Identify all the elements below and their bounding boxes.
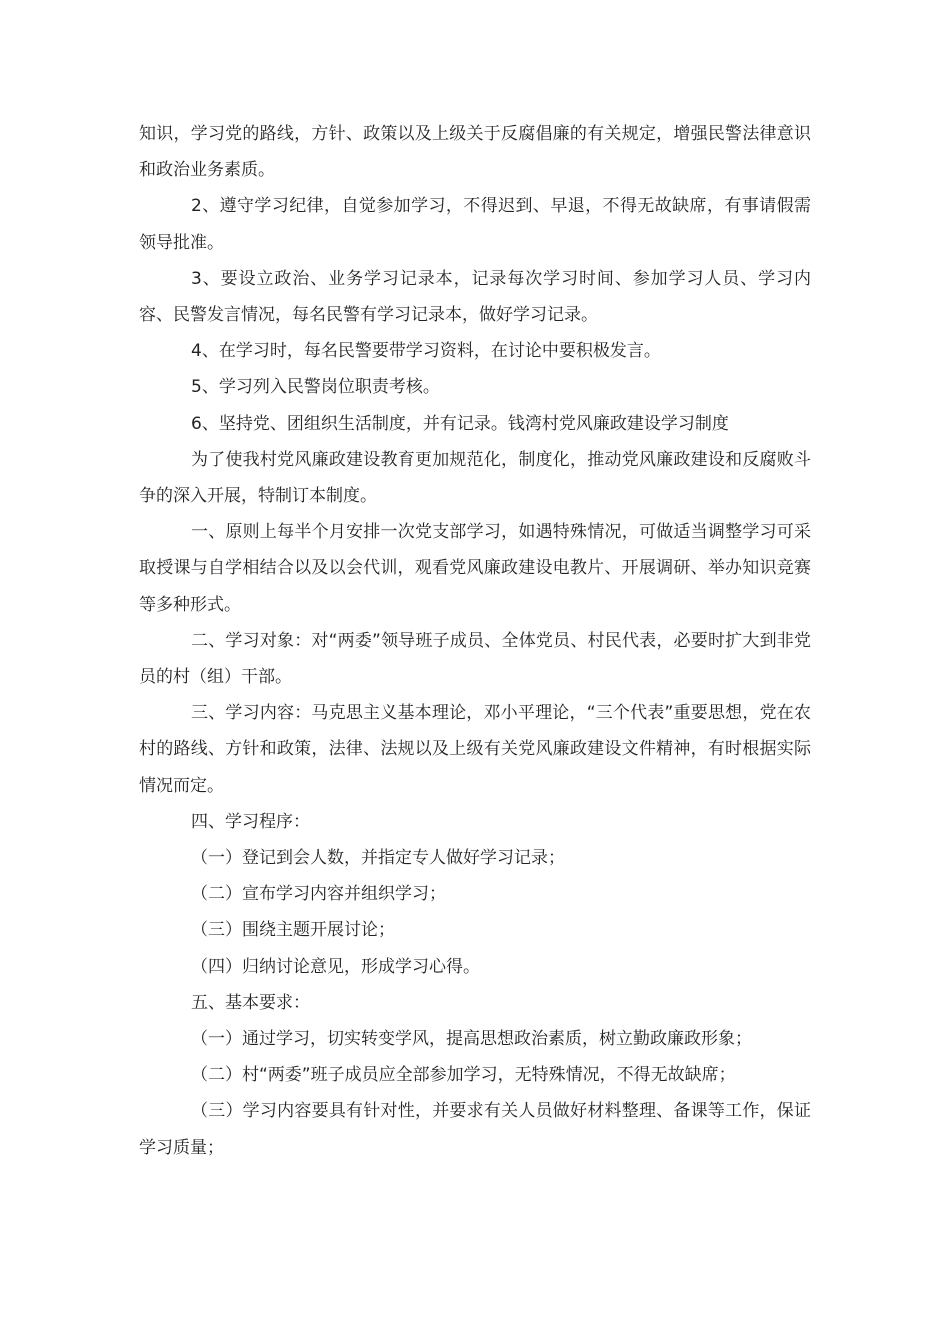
paragraph: 5、学习列入民警岗位职责考核。 [191,377,440,398]
paragraph: 为了使我村党风廉政建设教育更加规范化，制度化，推动党风廉政建设和反腐败斗争的深入开展，特制订本制度。 [139,449,811,507]
paragraph: 五、基本要求： [191,992,310,1013]
paragraph: 知识，学习党的路线，方针、政策以及上级关于反腐倡廉的有关规定，增强民警法律意识和政治业务素质。 [139,124,811,181]
document-body [139,116,811,1166]
paragraph: 6、坚持党、团组织生活制度，并有记录。钱湾村党风廉政建设学习制度 [191,413,729,434]
paragraph: （一）通过学习，切实转变学风，提高思想政治素质，树立勤政廉政形象； [191,1029,752,1050]
paragraph: 二、学习对象：对“两委”领导班子成员、全体党员、村民代表，必要时扩大到非党员的村（组）干部。 [139,630,811,688]
paragraph: 4、在学习时，每名民警要带学习资料，在讨论中要积极发言。 [191,341,661,362]
paragraph: 一、原则上每半个月安排一次党支部学习，如遇特殊情况，可做适当调整学习可采取授课与自学相结合以及以会代训，观看党风廉政建设电教片、开展调研、举办知识竞赛等多种形式。 [139,522,811,615]
paragraph: （三）学习内容要具有针对性，并要求有关人员做好材料整理、备课等工作，保证学习质量； [139,1101,811,1158]
paragraph: 2、遵守学习纪律，自觉参加学习，不得迟到、早退，不得无故缺席，有事请假需领导批准。 [139,196,811,253]
paragraph: （一）登记到会人数，并指定专人做好学习记录； [191,848,565,869]
paragraph: 3、要设立政治、业务学习记录本，记录每次学习时间、参加学习人员、学习内容、民警发言情况，每名民警有学习记录本，做好学习记录。 [139,268,811,326]
paragraph: （四）归纳讨论意见，形成学习心得。 [191,956,480,977]
paragraph: （二）宣布学习内容并组织学习； [191,884,446,905]
paragraph: 四、学习程序： [191,811,310,832]
paragraph: 三、学习内容：马克思主义基本理论，邓小平理论，“三个代表”重要思想，党在农村的路线、方针和政策，法律、法规以及上级有关党风廉政建设文件精神，有时根据实际情况而定。 [139,703,811,796]
paragraph: （三）围绕主题开展讨论； [191,920,395,941]
paragraph: （二）村“两委”班子成员应全部参加学习，无特殊情况，不得无故缺席； [191,1065,736,1086]
